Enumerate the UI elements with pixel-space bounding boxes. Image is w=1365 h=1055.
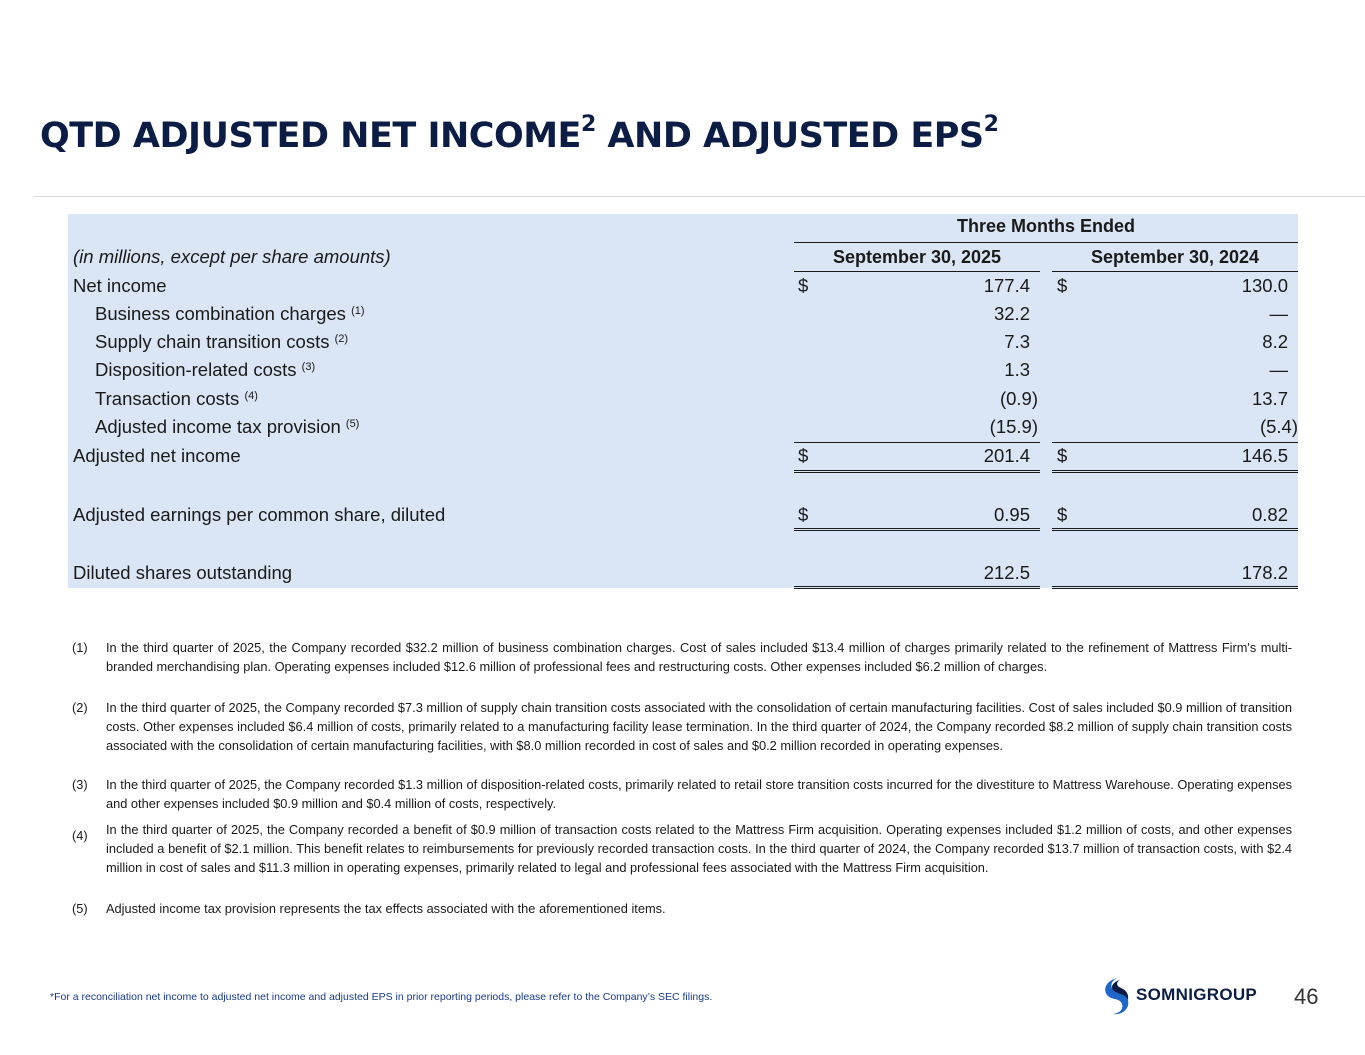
currency-symbol: $ xyxy=(1057,275,1068,296)
page-number: 46 xyxy=(1294,984,1319,1009)
total-double-rule-2025 xyxy=(794,470,1040,473)
currency-symbol: $ xyxy=(1057,445,1068,466)
title-middle: AND ADJUSTED EPS xyxy=(595,116,984,156)
value-2024: 8.2 xyxy=(1262,331,1288,352)
column-header-row xyxy=(68,243,1298,271)
eps-double-rule-2025 xyxy=(794,528,1040,531)
table-row xyxy=(68,272,1298,300)
table-row xyxy=(68,442,1298,470)
logo-mark-icon xyxy=(1100,976,1132,1016)
reconciliation-table xyxy=(68,214,1298,594)
value-2025: 32.2 xyxy=(993,303,1030,324)
value-2025: 1.3 xyxy=(1004,359,1030,380)
row-label: Diluted shares outstanding xyxy=(73,562,293,583)
footnote-number: (4) xyxy=(72,828,88,843)
table-row xyxy=(68,385,1298,413)
row-label: Adjusted earnings per common share, diluted xyxy=(73,504,446,525)
value-2025: 7.3 xyxy=(1004,331,1030,352)
eps-double-rule-2024 xyxy=(1052,528,1298,531)
currency-symbol: $ xyxy=(1057,504,1068,525)
total-double-rule-2024 xyxy=(1052,470,1298,473)
table-row xyxy=(68,300,1298,328)
footnote-number: (3) xyxy=(72,777,88,792)
footnote-number: (1) xyxy=(72,640,88,655)
footnote-text: In the third quarter of 2025, the Company recorded a benefit of $0.9 million of transaction costs related to the Mattress Firm acquisition. Operating expenses included $1.2 million of costs, and other expenses included a benefit of $2.1 million. This benefit relates to reimbursements for previously recorded transaction costs. In the third quarter of 2024, the Company recorded $13.7 million of transaction costs, with $2.4 million in cost of sales and $11.3 million in operating expenses, primarily related to legal and professional fees associated with the Mattress Firm acquisition. xyxy=(106,822,1292,875)
value-2025: 201.4 xyxy=(983,445,1030,466)
footnote-ref: (3) xyxy=(301,361,316,373)
title-superscript-2: 2 xyxy=(983,112,999,137)
footnote-ref: (4) xyxy=(244,390,258,402)
reconciliation-footnote: *For a reconciliation net income to adjusted net income and adjusted EPS in prior reporting periods, please refer to the Company’s SEC filings. xyxy=(50,991,713,1003)
value-2025: 177.4 xyxy=(983,275,1030,296)
column-header-2025: September 30, 2025 xyxy=(832,247,1002,267)
value-2024: 0.82 xyxy=(1251,504,1288,525)
somnigroup-logo xyxy=(1100,976,1265,1016)
row-label: Business combination charges $^{(1)}$ xyxy=(95,303,365,324)
title-main: QTD ADJUSTED NET INCOME xyxy=(40,116,581,156)
footnote-text: In the third quarter of 2025, the Company recorded $7.3 million of supply chain transition costs associated with the consolidation of certain manufacturing facilities. Cost of sales included $0.9 million of transition costs. Other expenses included $6.4 million of costs, primarily related to a manufacturing facility lease termination. In the third quarter of 2024, the Company recorded $8.2 million of supply chain transition costs associated with the consolidation of certain manufacturing facilities, with $8.0 million recorded in cost of sales and $0.2 million recorded in operating expenses. xyxy=(106,700,1292,753)
group-header: Three Months Ended xyxy=(956,216,1135,236)
units-label: (in millions, except per share amounts) xyxy=(73,246,391,267)
value-2024: (5.4) xyxy=(1259,416,1298,437)
value-2025: (0.9) xyxy=(999,388,1038,409)
value-2024: 146.5 xyxy=(1241,445,1288,466)
footnote-ref: (5) xyxy=(345,418,360,430)
row-label: Adjusted net income xyxy=(73,445,241,466)
brand-name: SOMNIGROUP xyxy=(1136,985,1258,1004)
table-row xyxy=(68,413,1298,441)
footnote-ref: (2) xyxy=(334,333,349,345)
title-divider xyxy=(34,196,1365,197)
table-row xyxy=(68,559,1298,587)
row-label: Net income xyxy=(73,275,167,296)
table-row xyxy=(68,501,1298,529)
value-2024: 13.7 xyxy=(1251,388,1288,409)
table-row xyxy=(68,328,1298,356)
footnote-text: Adjusted income tax provision represents the tax effects associated with the aforementioned items. xyxy=(106,901,666,916)
footnote-number: (2) xyxy=(72,700,88,715)
shares-double-rule-2024 xyxy=(1052,586,1298,589)
row-label: Supply chain transition costs $^{(2)}$ xyxy=(95,331,349,352)
value-2024: 178.2 xyxy=(1241,562,1288,583)
value-2025: (15.9) xyxy=(989,416,1038,437)
page-title xyxy=(40,112,999,156)
row-label: Adjusted income tax provision $^{(5)}$ xyxy=(95,416,360,437)
currency-symbol: $ xyxy=(798,275,809,296)
value-2024: — xyxy=(1269,303,1288,324)
value-2024: — xyxy=(1269,359,1288,380)
footnote-text: In the third quarter of 2025, the Company recorded $1.3 million of disposition-related costs, primarily related to retail store transition costs incurred for the divestiture to Mattress Warehouse. Operating expenses and other expenses included $0.9 million and $0.4 million of costs, respectively. xyxy=(106,777,1292,811)
title-superscript-1: 2 xyxy=(580,112,596,137)
row-label: Disposition-related costs $^{(3)}$ xyxy=(95,359,316,380)
value-2025: 212.5 xyxy=(983,562,1030,583)
column-header-2024: September 30, 2024 xyxy=(1090,247,1260,267)
shares-double-rule-2025 xyxy=(794,586,1040,589)
currency-symbol: $ xyxy=(798,504,809,525)
table-row xyxy=(68,356,1298,384)
footnote-text: In the third quarter of 2025, the Company recorded $32.2 million of business combination charges. Cost of sales included $13.4 million of charges primarily related to the refinement of Mattress Firm's multi-branded merchandising plan. Operating expenses included $12.6 million of professional fees and restructuring costs. Other expenses included $6.2 million of charges. xyxy=(106,640,1292,674)
footnote-number: (5) xyxy=(72,901,88,916)
row-label: Transaction costs $^{(4)}$ xyxy=(95,388,258,409)
currency-symbol: $ xyxy=(798,445,809,466)
value-2025: 0.95 xyxy=(993,504,1030,525)
footnote-ref: (1) xyxy=(351,305,365,317)
value-2024: 130.0 xyxy=(1241,275,1288,296)
